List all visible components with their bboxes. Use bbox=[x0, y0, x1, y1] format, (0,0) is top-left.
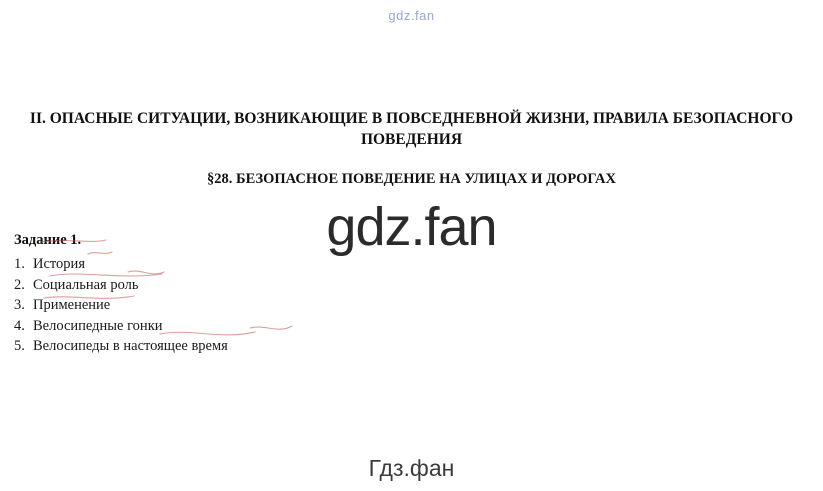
answer-list bbox=[14, 254, 514, 357]
list-item-number: 3. bbox=[14, 297, 25, 313]
list-item-number: 1. bbox=[14, 256, 25, 272]
list-item-text: Применение bbox=[33, 297, 111, 313]
list-item-text: Велосипедные гонки bbox=[33, 317, 163, 334]
list-item bbox=[14, 295, 514, 316]
watermark-bottom: Гдз.фан bbox=[368, 455, 455, 481]
task-label: Задание 1. bbox=[14, 232, 82, 248]
section-title: §28. БЕЗОПАСНОЕ ПОВЕДЕНИЕ НА УЛИЦАХ И ДОРОГАХ bbox=[207, 171, 616, 187]
list-item-number: 5. bbox=[14, 338, 25, 354]
list-item-number: 2. bbox=[14, 276, 25, 293]
watermark-top: gdz.fan bbox=[388, 8, 435, 23]
chapter-title: II. ОПАСНЫЕ СИТУАЦИИ, ВОЗНИКАЮЩИЕ В ПОВСЕДНЕВНОЙ ЖИЗНИ, ПРАВИЛА БЕЗОПАСНОГО ПОВЕДЕНИЯ bbox=[29, 110, 794, 148]
list-item-text: Социальная роль bbox=[33, 276, 139, 293]
list-item-text: Велосипеды в настоящее время bbox=[33, 338, 228, 354]
list-item bbox=[14, 275, 514, 296]
list-item-number: 4. bbox=[14, 317, 25, 334]
list-item bbox=[14, 336, 514, 357]
list-item bbox=[14, 254, 514, 275]
list-item bbox=[14, 316, 514, 337]
list-item-text: История bbox=[33, 256, 85, 272]
watermark-center: gdz.fan bbox=[326, 197, 497, 257]
